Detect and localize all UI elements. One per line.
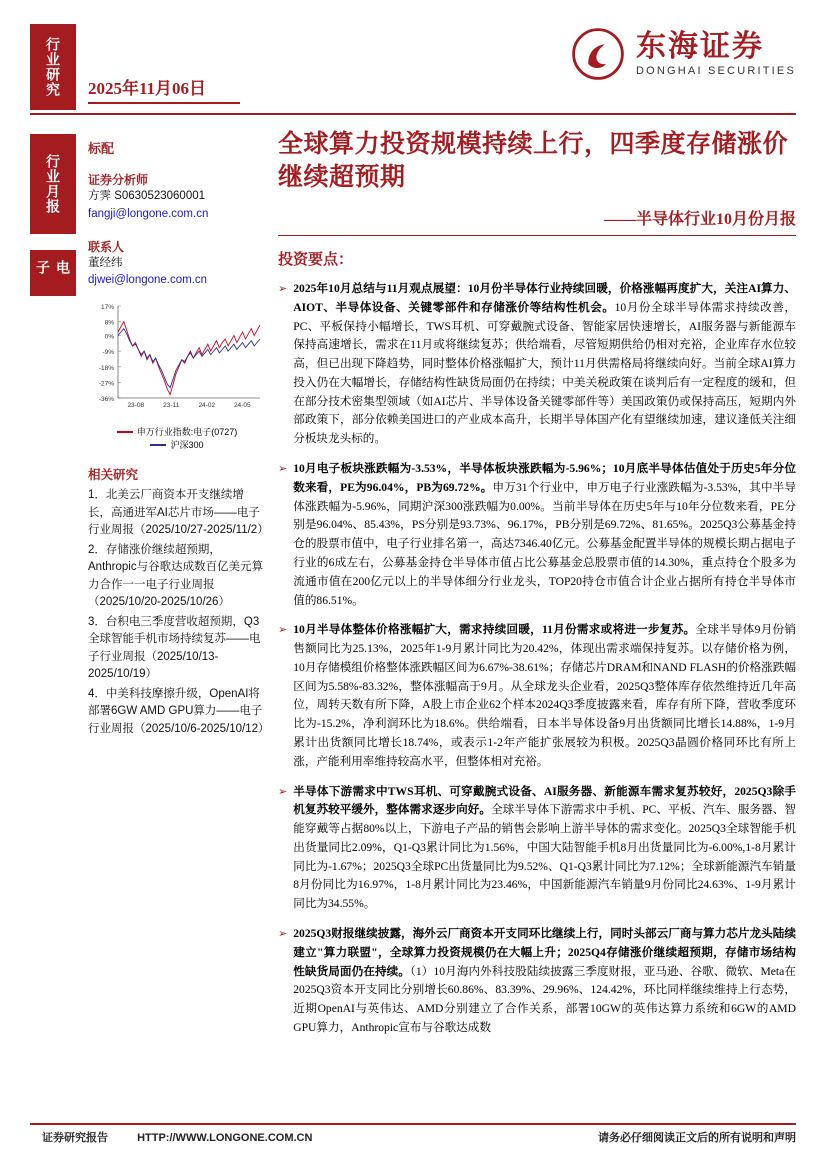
list-item[interactable]: 1．北美云厂商资本开支继续增长，高通进军AI芯片市场——电子行业周报（2025/10/27-2025/11/2） — [88, 489, 269, 536]
bullet-icon: ➢ — [278, 463, 288, 476]
contact-email[interactable]: djwei@longone.com.cn — [88, 274, 208, 287]
footer-disclaimer: 请务必仔细阅读正文后的所有说明和声明 — [598, 1132, 796, 1144]
bullet-icon: ➢ — [278, 785, 288, 798]
list-item[interactable]: 4．中美科技摩擦升级，OpenAI将部署6GW AMD GPU算力——电子行业周报（2025/10/6-2025/10/12） — [88, 688, 270, 735]
paragraph — [278, 621, 796, 771]
footer-divider — [30, 1123, 796, 1125]
left-sidebar — [88, 138, 270, 741]
performance-chart — [88, 300, 266, 451]
legend-swatch-electronics — [117, 431, 133, 433]
paragraph — [278, 460, 796, 610]
rail-tab-industry-research: 行业研究 — [30, 24, 76, 110]
legend-swatch-csi300 — [150, 444, 166, 446]
page-title: 全球算力投资规模持续上行，四季度存储涨价继续超预期 — [278, 131, 789, 191]
paragraph — [278, 783, 796, 914]
report-date: 2025年11月06日 — [88, 74, 240, 104]
header-divider — [30, 113, 796, 115]
analyst-email[interactable]: fangji@longone.com.cn — [88, 207, 209, 220]
left-rail — [30, 24, 76, 1082]
bullet-icon: ➢ — [278, 283, 288, 295]
title-divider — [278, 235, 796, 236]
logo-text-en: DONGHAI SECURITIES — [635, 65, 796, 78]
footer-label: 证券研究报告 — [42, 1132, 108, 1144]
related-research-title: 相关研究 — [88, 468, 139, 483]
svg-text:-18%: -18% — [98, 365, 114, 373]
svg-text:8%: 8% — [104, 319, 114, 327]
svg-text:0%: 0% — [104, 333, 114, 341]
legend-label-csi300: 沪深300 — [170, 440, 204, 451]
paragraph — [278, 925, 796, 1038]
paragraph-text: 2025年10月总结与11月观点展望：10月份半导体行业持续回暖，价格涨幅再度扩大，关注AI算力、AIOT、半导体设备、关键零部件和存储涨价等结构性机会。10月份全球半导体需求持续改善，PC、平板保持小幅增长，TWS耳机、可穿戴腕式设备、智能家居快速增长，AI服务器与新能源车保持高速增长，需求在11月或将继续复苏；供给端看，尽管短期供给仍相对充裕，企业库存水位较高，但已出现下降趋势，同时整体价格涨幅扩大，预计11月供需格局将继续向好。当前全球AI算力投入仍在大幅增长，存储结构性缺货局面仍在持续；中美关税政策在谈判后有一定程度的缓和，但在部分技术密集型领域（如AI芯片、半导体设备关键零部件等）美国政策仍或保持高压，短期内外部政策下，部分依赖美国进口的产业成本高升，长期半导体国产化有望继续加速，建议逢低关注细分板块龙头标的。 — [293, 282, 796, 446]
rail-tab-electronics: 电子 — [30, 250, 76, 296]
svg-text:24-02: 24-02 — [198, 402, 216, 410]
svg-text:17%: 17% — [100, 304, 114, 312]
svg-text:-27%: -27% — [98, 380, 114, 388]
chart-legend — [88, 425, 266, 451]
list-item[interactable]: 3．台积电三季度营收超预期，Q3全球智能手机市场持续复苏——电子行业周报（2025/10/13-2025/10/19） — [88, 616, 261, 680]
footer-left — [42, 1129, 312, 1145]
donghai-logo-icon — [572, 28, 624, 80]
svg-text:24-05: 24-05 — [233, 402, 251, 410]
svg-text:-36%: -36% — [98, 396, 114, 404]
chart-canvas — [88, 300, 266, 418]
legend-label-electronics: 申万行业指数:电子(0727) — [136, 427, 238, 438]
bullet-icon: ➢ — [278, 928, 288, 940]
svg-text:23-11: 23-11 — [163, 402, 180, 410]
paragraph-text: 半导体下游需求中TWS耳机、可穿戴腕式设备、AI服务器、新能源车需求复苏较好，2025Q3除手机复苏较平缓外，整体需求逐步向好。全球半导体下游需求中手机、PC、平板、汽车、服务器、智能穿戴等占据80%以上，下游电子产品的销售会影响上游半导体的需求变化。2025Q3全球智能手机出货量同比2.09%，Q1-Q3累计同比为1.56%，中国大陆智能手机8月出货量同比为-6.00%,1-8月累计同比为-1.67%；2025Q3全球PC出货量同比为9.52%、Q1-Q3累计同比为7.12%；全球新能源汽车销量8月份同比为16.97%，1-8月累计同比为23.46%，中国新能源汽车销量9月份同比24.63%、1-9月累计同比为34.55%。 — [293, 784, 796, 911]
footer-url[interactable]: HTTP://WWW.LONGONE.COM.CN — [137, 1132, 313, 1144]
analyst-section-title: 证券分析师 — [88, 173, 149, 187]
paragraph — [278, 280, 796, 449]
paragraph-text: 2025Q3财报继续披露，海外云厂商资本开支同环比继续上行，同时头部云厂商与算力芯片龙头陆续建立"算力联盟"，全球算力投资规模仍在大幅上升；2025Q4存储涨价继续超预期，存储市场结构性缺货局面仍在持续。（1）10月海内外科技股陆续披露三季度财报，亚马逊、谷歌、微软、Meta在2025Q3资本开支同比分别增长60.86%、83.39%、29.96%、124.42%，环比同样继续维持上行态势，近期OpenAI与英伟达、AMD分别建立了合作关系，部署10GW的英伟达算力系统和6GW的AMD GPU算力，Anthropic宣布与谷歌达成数 — [293, 927, 796, 1034]
paragraph-text: 10月电子板块涨跌幅为-3.53%，半导体板块涨跌幅为-5.96%；10月底半导体估值处于历史5年分位数来看，PE为96.04%，PB为69.72%。申万31个行业中，申万电子行业涨跌幅为-3.53%，其中半导体涨跌幅为-5.96%，同期沪深300涨跌幅为0.00%。当前半导体在历史5年与10年分位数来看，PE分别是96.04%、85.43%，PS分别是93.73%、96.17%，PB分别是69.72%、81.65%。2025Q3公募基金持仓的股票市值中，电子行业排名第一，高达7346.40亿元。公募基金配置半导体的规模长期占据电子行业的6成左右，公募基金持仓半导体市值占比公募基金总股票市值的14.30%，重点持仓个股多为流通市值在200亿元以上的半导体细分行业龙头，TOP20持仓市值合计企业占据所有持仓半导体市值的86.51%。 — [293, 462, 796, 607]
contact-name: 董经纬 — [88, 256, 123, 269]
logo-text-cn: 东海证券 — [635, 29, 764, 63]
analyst-name: 方霁 S0630523060001 — [88, 190, 206, 202]
rating-badge: 标配 — [88, 141, 115, 156]
page-subtitle: ——半导体行业10月份月报 — [603, 211, 796, 228]
main-content — [278, 128, 796, 1038]
investment-points-heading: 投资要点： — [278, 252, 354, 268]
company-logo — [572, 28, 796, 80]
paragraph-text: 10月半导体整体价格涨幅扩大，需求持续回暖，11月份需求或将进一步复苏。全球半导体9月份销售额同比为25.13%，2025年1-9月累计同比为20.42%，体现出需求端保持复苏。以存储价格为例，10月存储模组价格整体涨跌幅区间为6.67%-38.61%；存储芯片DRAM和NAND FLASH的价格涨跌幅区间为5.58%-83.32%，整体涨幅高于9月。从全球龙头企业看，2025Q3整体库存依然维持近几年高位，周转天数有所下降，A股上市企业62个样本2024Q3季度披露来看，库存有所下降，营收季度环比为-15.2%，净利润环比为18.6%。供给端看，日本半导体设备9月出货额同比增长14.88%，1-9月累计出货额同比增长18.74%，或表示1-2年产能扩张展较为积极。2025Q3晶圆价格同环比有所上涨，产能利用率维持较高水平，但整体相对充裕。 — [293, 623, 796, 768]
contact-section-title: 联系人 — [88, 239, 125, 254]
svg-text:23-08: 23-08 — [127, 402, 145, 410]
bullet-icon: ➢ — [278, 624, 288, 637]
list-item[interactable]: 2．存储涨价继续超预期，Anthropic与谷歌达成数百亿美元算力合作一一电子行业周报（2025/10/20-2025/10/26） — [88, 544, 264, 608]
rail-tab-monthly-report: 行业月报 — [30, 134, 76, 234]
related-research-list — [88, 487, 270, 738]
svg-text:-9%: -9% — [102, 349, 114, 357]
